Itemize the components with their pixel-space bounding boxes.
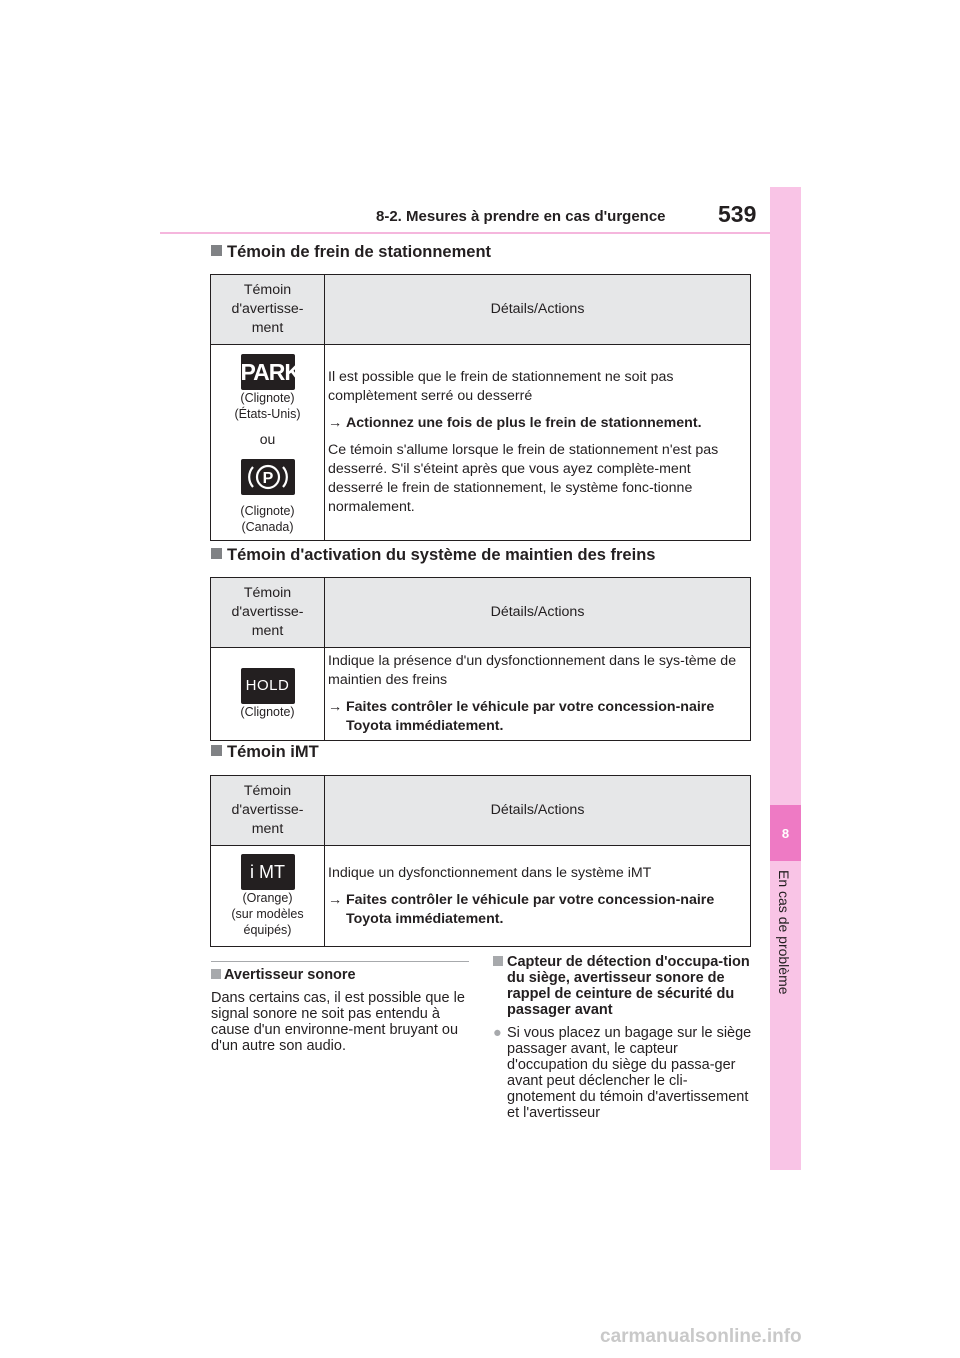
section-title-imt: Témoin iMT xyxy=(211,743,319,762)
note-left xyxy=(211,967,469,1054)
side-tab xyxy=(770,187,801,1170)
square-bullet-icon xyxy=(211,969,221,979)
detail-text: Il est possible que le frein de stationnement ne soit pas complètement serré ou desserré xyxy=(328,369,674,404)
table-row: HOLD (Clignote) Indique la présence d'un dysfonctionnement dans le sys-tème de maintien des freins → Faites contrôler le véhicule par votre concession-naire Toyota immédiatement. xyxy=(211,648,751,741)
square-bullet-icon xyxy=(211,548,222,559)
table-header-row xyxy=(211,776,751,846)
chapter-label: En cas de problème xyxy=(776,870,792,995)
header-cell-indicator: Témoin d'avertisse- ment xyxy=(211,275,325,345)
action-text: → Faites contrôler le véhicule par votre concession-naire Toyota immédiatement. xyxy=(328,699,715,734)
note-left-body: Dans certains cas, il est possible que le signal sonore ne soit pas entendu à cause d'un environne-ment bruyant ou d'un autre son audio. xyxy=(211,990,465,1054)
note-right xyxy=(493,954,753,1121)
parking-p-icon xyxy=(241,459,295,495)
table-row: i MT (Orange) (sur modèles équipés) Indique un dysfonctionnement dans le système iMT → Faites contrôler le véhicule par votre concession-naire Toyota immédiatement. xyxy=(211,846,751,947)
square-bullet-icon xyxy=(211,745,222,756)
details-cell xyxy=(325,345,751,541)
table-header-row xyxy=(211,578,751,648)
details-cell xyxy=(325,648,751,741)
details-cell xyxy=(325,846,751,947)
note-right-title: Capteur de détection d'occupa-tion du siège, avertisseur sonore de rappel de ceinture de sécurité du passager avant xyxy=(507,954,750,1018)
header-cell-details: Détails/Actions xyxy=(325,275,751,345)
table-row: PARK (Clignote) (États-Unis) ou P (Clignote) (Canada) Il est possible que le frein de stationnement ne soit pas complètement serré ou desserré → Actionnez une fois de plus le frein de stationnement. Ce témoin s'allume lorsque le frein de stationnement n'est pas desserré. S'il s'éteint après que vous ayez complète-ment desserré le frein de stationnement, le système fonc-tionne normalement. xyxy=(211,345,751,541)
square-bullet-icon xyxy=(211,245,222,256)
table-header-row xyxy=(211,275,751,345)
square-bullet-icon xyxy=(493,956,503,966)
notes-divider xyxy=(211,961,469,962)
table-brake-hold xyxy=(210,577,751,741)
circle-bullet-icon: ● xyxy=(493,1025,502,1041)
svg-text:P: P xyxy=(262,469,273,487)
note-text: Ce témoin s'allume lorsque le frein de stationnement n'est pas desserré. S'il s'éteint après que vous ayez complète-ment desserré le frein de stationnement, le système fonc-tionne normalement. xyxy=(328,442,719,515)
page-number: 539 xyxy=(718,201,757,227)
header-cell-indicator: Témoin d'avertisse- ment xyxy=(211,776,325,846)
imt-icon: i MT xyxy=(241,854,295,890)
table-imt xyxy=(210,775,751,947)
note-left-title: Avertisseur sonore xyxy=(224,967,356,983)
chapter-number: 8 xyxy=(781,826,790,841)
header-cell-details: Détails/Actions xyxy=(325,776,751,846)
or-label: ou xyxy=(259,430,276,447)
table-parking-brake xyxy=(210,274,751,541)
watermark: carmanualsonline.info xyxy=(600,1326,802,1347)
section-title-hold: Témoin d'activation du système de maintien des freins xyxy=(211,546,655,565)
header-title: 8-2. Mesures à prendre en cas d'urgence xyxy=(376,208,666,225)
header-divider xyxy=(160,232,770,234)
note-right-body: Si vous placez un bagage sur le siège passager avant, le capteur d'occupation du siège du passa-ger avant peut déclencher le cli-gnotement du témoin d'avertissement et l'avertisseur xyxy=(507,1025,752,1121)
action-text: → Faites contrôler le véhicule par votre concession-naire Toyota immédiatement. xyxy=(328,892,715,927)
section-title-parking: Témoin de frein de stationnement xyxy=(211,243,491,262)
detail-text: Indique la présence d'un dysfonctionnement dans le sys-tème de maintien des freins xyxy=(328,653,737,688)
hold-icon: HOLD xyxy=(241,668,295,704)
header-cell-details: Détails/Actions xyxy=(325,578,751,648)
header-cell-indicator: Témoin d'avertisse- ment xyxy=(211,578,325,648)
action-text: → Actionnez une fois de plus le frein de stationnement. xyxy=(328,415,702,431)
detail-text: Indique un dysfonctionnement dans le système iMT xyxy=(328,865,652,881)
park-icon: PARK xyxy=(241,354,295,390)
